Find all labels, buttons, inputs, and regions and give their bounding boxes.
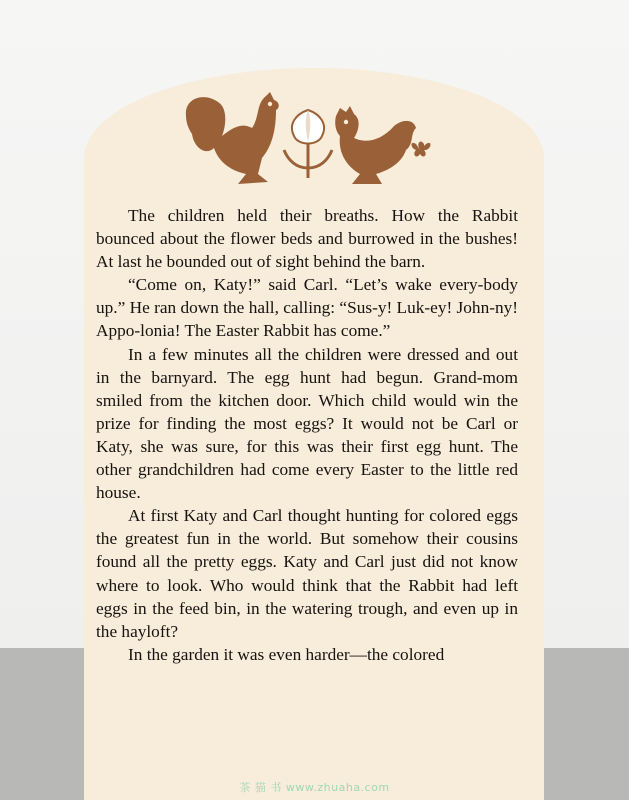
rooster-icon <box>186 92 279 184</box>
paragraph: The children held their breaths. How the Rabbit bounced about the flower beds and burrowed in the bushes! At last he bounded out of sight behind the barn. <box>96 206 518 272</box>
hen-icon <box>335 106 416 184</box>
tulip-icon <box>284 110 332 178</box>
paragraph: In the garden it was even harder—the colored <box>128 644 445 664</box>
cross-flower-icon <box>412 142 431 157</box>
paragraph: At first Katy and Carl thought hunting for colored eggs the greatest fun in the world. But somehow their cousins found all the pretty eggs. Katy and Carl just did not know where to look. Who would think that the Rabbit had left eggs in the feed bin, in the watering trough, and even up in the hayloft? <box>96 506 518 641</box>
story-text <box>96 204 518 666</box>
paragraph: “Come on, Katy!” said Carl. “Let’s wake every-body up.” He ran down the hall, calling: “Sus-y! Luk-ey! John-ny! Appo-lonia! The Easter Rabbit has come.” <box>96 275 518 341</box>
watermark: 茶 猫 书 www.zhuaha.com <box>239 781 390 794</box>
folk-art-ornament <box>176 86 436 196</box>
paragraph: In a few minutes all the children were dressed and out in the barnyard. The egg hunt had begun. Grand-mom smiled from the kitchen door. Which child would win the prize for finding the most eggs? It would not be Carl or Katy, she was sure, for this was their first egg hunt. The other grandchildren had come every Easter to the little red house. <box>96 344 518 503</box>
